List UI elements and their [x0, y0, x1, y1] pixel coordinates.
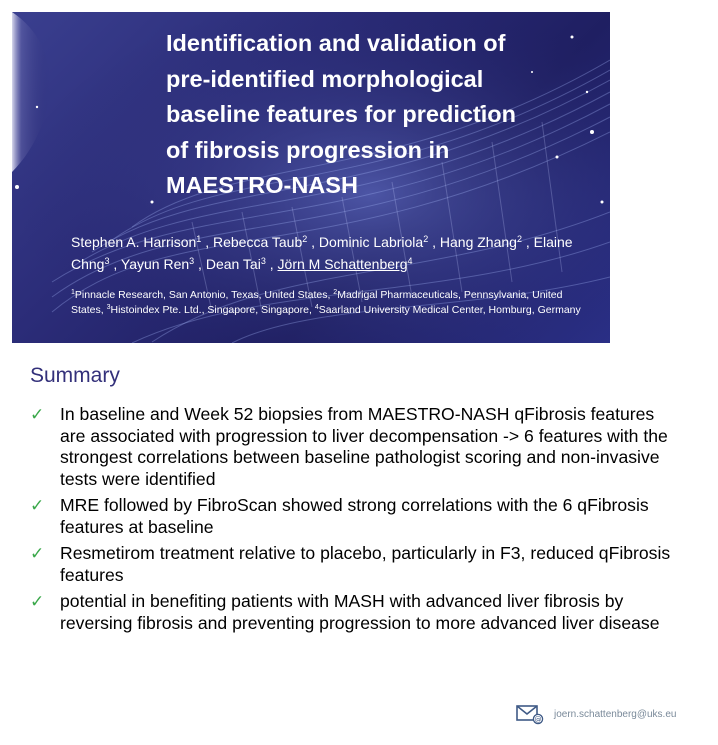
author-affiliation-mark: 2: [516, 234, 522, 244]
author-affiliation-mark: 2: [423, 234, 429, 244]
author-affiliation-mark: 3: [104, 256, 110, 266]
summary-item-text: potential in benefiting patients with MASH with advanced liver fibrosis by reversing fibrosis and preventing progression to more advanced liver disease: [60, 591, 660, 633]
author-separator: ,: [194, 256, 206, 272]
check-icon: ✓: [30, 496, 45, 515]
author-name: Stephen A. Harrison: [71, 234, 197, 250]
author-list: [71, 231, 601, 275]
author-separator: ,: [109, 256, 121, 272]
contact-email[interactable]: joern.schattenberg@uks.eu: [554, 708, 677, 720]
affiliation-text: Saarland University Medical Center, Homburg, Germany: [318, 304, 581, 316]
summary-item: [30, 495, 680, 538]
poster-title: [166, 26, 596, 204]
author-name: Dean Tai: [205, 256, 261, 272]
author-name: Elaine Chng: [71, 234, 573, 272]
title-line: Identification and validation of: [166, 30, 506, 56]
svg-text:@: @: [534, 715, 542, 724]
affiliation-mark: 3: [106, 304, 111, 311]
summary-heading: Summary: [30, 364, 120, 387]
contact-footer: [516, 702, 676, 726]
corresponding-author-name: Jörn M Schattenberg: [277, 256, 408, 272]
affiliation-text: Histoindex Pte. Ltd., Singapore, Singapore,: [110, 304, 315, 316]
summary-item-text: Resmetirom treatment relative to placebo, particularly in F3, reduced qFibrosis features: [60, 543, 671, 585]
author-affiliation-mark: 2: [302, 234, 308, 244]
affiliation-text: Pinnacle Research, San Antonio, Texas, United States,: [74, 289, 334, 301]
title-line: of fibrosis progression in: [166, 136, 450, 163]
affiliation-mark: 1: [71, 289, 75, 296]
summary-item: [30, 591, 680, 634]
summary-item-text: In baseline and Week 52 biopsies from MAESTRO-NASH qFibrosis features are associated with progression to liver decompensation -> 6 features with the strongest correlations between baseline pathologist scoring and non-invasive tests were identified: [60, 404, 668, 489]
author-separator: ,: [307, 234, 319, 250]
title-line: pre-identified morphological: [166, 65, 484, 92]
check-icon: ✓: [30, 592, 45, 611]
affiliation-mark: 2: [333, 289, 338, 296]
author-separator: ,: [521, 234, 534, 250]
summary-list: [30, 404, 680, 639]
check-icon: ✓: [30, 544, 45, 563]
author-name: Yayun Ren: [120, 256, 190, 272]
author-separator: ,: [265, 256, 278, 272]
author-name: Hang Zhang: [439, 234, 517, 250]
author-name: Dominic Labriola: [318, 234, 424, 250]
title-line: baseline features for prediction: [166, 101, 516, 127]
mail-icon: [516, 703, 544, 725]
summary-item: [30, 404, 680, 490]
check-icon: ✓: [30, 405, 45, 424]
author-separator: ,: [428, 234, 440, 250]
title-line: MAESTRO-NASH: [166, 172, 358, 198]
author-affiliation-mark: 3: [260, 256, 266, 266]
affiliation-text: Madrigal Pharmaceuticals, Pennsylvania, United States,: [71, 289, 563, 316]
author-affiliation-mark: 3: [189, 256, 195, 266]
title-banner: [12, 12, 610, 343]
affiliation-mark: 4: [314, 304, 319, 311]
author-separator: ,: [201, 234, 213, 250]
author-name: Rebecca Taub: [212, 234, 303, 250]
summary-item: [30, 543, 680, 586]
author-affiliation-mark: 1: [196, 234, 202, 244]
summary-item-text: MRE followed by FibroScan showed strong correlations with the 6 qFibrosis features at baseline: [60, 495, 649, 537]
author-affiliation-mark: 4: [407, 256, 413, 266]
affiliation-list: [71, 288, 591, 318]
